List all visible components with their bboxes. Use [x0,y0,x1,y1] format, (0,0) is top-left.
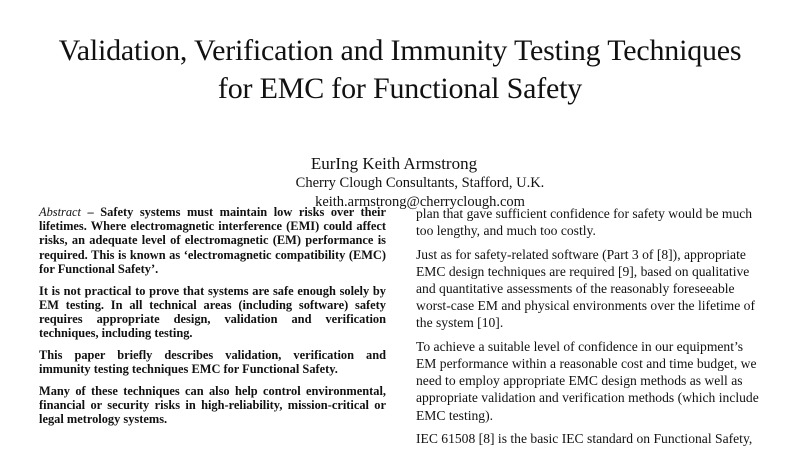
abstract-label: Abstract [39,205,81,219]
abstract-paragraph-2: It is not practical to prove that systems are safe enough solely by EM testing. In all technical areas (including software) safety requires appropriate design, validation and verification techniques, including testing. [39,283,386,341]
paper-title [0,32,800,108]
abstract-text-1: – Safety systems must maintain low risks over their lifetimes. Where electromagnetic interference (EMI) could affect risks, an adequate level of electromagnetic (EM) performance is required. This is known as ‘electromagnetic compatibility (EMC) for Functional Safety’. [39,205,386,276]
author-email: keith.armstrong@cherryclough.com [315,194,525,210]
title-line-2: for EMC for Functional Safety [217,72,583,105]
abstract-column [39,205,386,434]
abstract-paragraph-4: Many of these techniques can also help control environmental, financial or security risks in high-reliability, mission-critical or legal metrology systems. [39,384,386,427]
body-column-right [416,205,762,453]
body-paragraph-1: plan that gave sufficient confidence for safety would be much too lengthy, and much too costly. [416,206,753,239]
abstract-paragraph-1 [39,205,386,276]
body-paragraph-4: IEC 61508 [8] is the basic IEC standard on Functional Safety, [416,431,753,446]
author-affiliation: Cherry Clough Consultants, Stafford, U.K. [295,175,545,191]
body-paragraph-3: To achieve a suitable level of confidence in our equipment’s EM performance within a reasonable cost and time budget, we need to employ appropriate EMC design methods as well as appropriate validation and verification methods (which include EMC testing). [416,338,759,423]
title-line-1: Validation, Verification and Immunity Testing Techniques [58,34,742,67]
author-name: EurIng Keith Armstrong [310,154,478,173]
author-block [0,154,800,212]
body-paragraph-2: Just as for safety-related software (Part 3 of [8]), appropriate EMC design techniques are required [9], based on qualitative and quantitative assessments of the reasonably foreseeable worst-case EM and physical environments over the lifetime of the system [10]. [416,246,755,331]
abstract-paragraph-3: This paper briefly describes validation, verification and immunity testing techniques EMC for Functional Safety. [39,348,386,377]
